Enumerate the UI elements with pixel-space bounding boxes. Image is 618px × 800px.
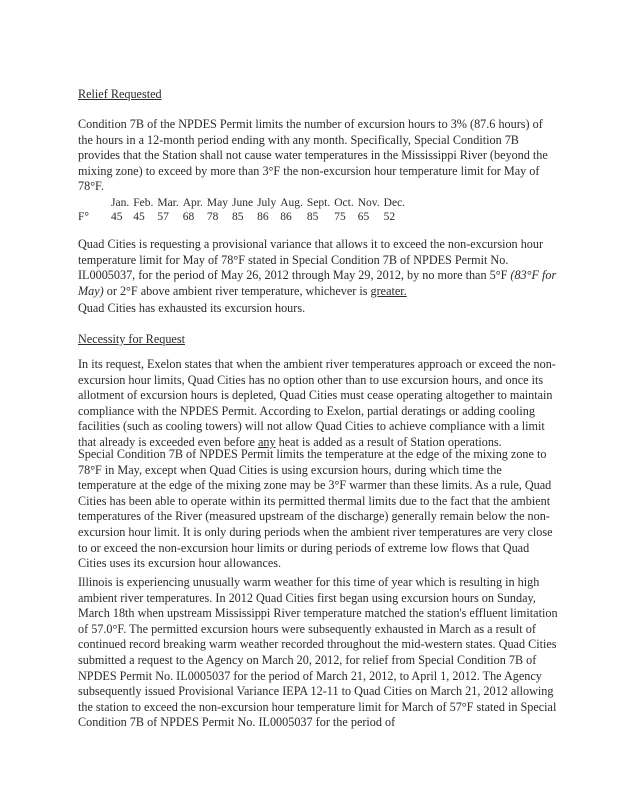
table-value-row <box>78 210 409 224</box>
exelon-statement-underlined: any <box>258 434 276 449</box>
month-header: Dec. <box>383 197 406 209</box>
variance-request-underlined: greater. <box>370 283 407 298</box>
month-header: June <box>231 197 254 209</box>
monthly-temperature-table <box>78 196 478 224</box>
variance-request-text: Quad Cities is requesting a provisional variance that allows it to exceed the non-excursion hour temperature limit for May of 78°F stated in Special Condition 7B of NPDES Permit No. IL0005037, for the period of May 26, 2012 through May 29, 2012, by no more than 5°F <box>78 237 544 283</box>
table-cell: 57 <box>157 211 169 223</box>
paragraph-illinois-weather: Illinois is experiencing unusually warm weather for this time of year which is resulting in high ambient river temperatures. In 2012 Quad Cities first began using excursion hours on Sunday, March 18th when upstream Mississippi River temperature matched the station's effluent limitation of 57.0°F. The permitted excursion hours were subsequently exhausted in March as a result of continued record breaking warm weather recorded throughout the mid-western states. Quad Cities submitted a request to the Agency on March 20, 2012, for relief from Special Condition 7B of NPDES Permit No. IL0005037 for the period of March 21, 2012, to April 1, 2012. The Agency subsequently issued Provisional Variance IEPA 12-11 to Quad Cities on March 21, 2012 allowing the station to exceed the non-excursion hour temperature limit for March of 57°F stated in Special Condition 7B of NPDES Permit No. IL0005037 for the period of <box>78 575 558 730</box>
table-cell: 85 <box>306 211 319 223</box>
table-cell: 86 <box>280 211 292 223</box>
relief-requested-heading: Relief Requested <box>78 87 162 101</box>
table-cell: 78 <box>206 211 219 223</box>
paragraph-variance-request <box>78 237 558 299</box>
table-cell: 45 <box>133 211 145 223</box>
month-header: Apr. <box>182 197 203 209</box>
month-header: Jan. <box>111 197 130 209</box>
table-cell: 85 <box>231 211 244 223</box>
exelon-statement-text: In its request, Exelon states that when the ambient river temperatures approach or exceed the non-excursion hour limits, Quad Cities has no option other than to use excursion hours, and once its allotment of excursion hours is depleted, Quad Cities must cease operating altogether to maintain compliance with the NPDES Permit. According to Exelon, partial deratings or adding cooling facilities (such as cooling towers) will not allow Quad Cities to achieve compliance with a limit that already is exceeded even before <box>78 357 556 449</box>
table-cell: 75 <box>334 211 346 223</box>
month-header: May <box>206 197 228 209</box>
row-label: F° <box>78 211 89 223</box>
variance-request-text-cont: or 2°F above ambient river temperature, whichever is <box>103 283 371 298</box>
paragraph-special-condition: Special Condition 7B of NPDES Permit limits the temperature at the edge of the mixing zone to 78°F in May, except when Quad Cities is using excursion hours, during which time the temperature at the edge of the mixing zone may be 3°F warmer than these limits. As a rule, Quad Cities has been able to operate within its permitted thermal limits due to the fact that the ambient temperatures of the River (measured upstream of the discharge) generally remain below the non-excursion hour limit. It is only during periods when the ambient river temperatures are very close to or exceed the non-excursion hour limits or during periods of extreme low flows that Quad Cities uses its excursion hour allowances. <box>78 447 553 571</box>
month-header: July <box>257 197 277 209</box>
month-header: Aug. <box>280 197 303 209</box>
month-header: Sept. <box>306 197 331 209</box>
paragraph-condition-7b: Condition 7B of the NPDES Permit limits the number of excursion hours to 3% (87.6 hours) of the hours in a 12-month period ending with any month. Specifically, Special Condition 7B provides that the Station shall not cause water temperatures in the Mississippi River (beyond the mixing zone) to exceed by more than 3°F the non-excursion hour temperature limit for May of 78°F. <box>78 117 548 194</box>
table-cell: 86 <box>257 211 269 223</box>
paragraph-excursion-exhausted: Quad Cities has exhausted its excursion hours. <box>78 301 306 315</box>
exelon-statement-text-cont: heat is added as a result of Station operations. <box>275 434 502 449</box>
table-cell: 65 <box>357 211 370 223</box>
table-header-row <box>78 196 409 210</box>
paragraph-exelon-statement <box>78 357 558 451</box>
table-cell: 52 <box>383 211 396 223</box>
month-header: Nov. <box>357 197 380 209</box>
necessity-heading: Necessity for Request <box>78 332 185 346</box>
month-header: Feb. <box>133 197 154 209</box>
month-header: Oct. <box>334 197 354 209</box>
table-cell: 68 <box>182 211 195 223</box>
month-header: Mar. <box>157 197 179 209</box>
variance-request-italic: (83°F for May) <box>78 268 557 298</box>
table-cell: 45 <box>111 211 123 223</box>
